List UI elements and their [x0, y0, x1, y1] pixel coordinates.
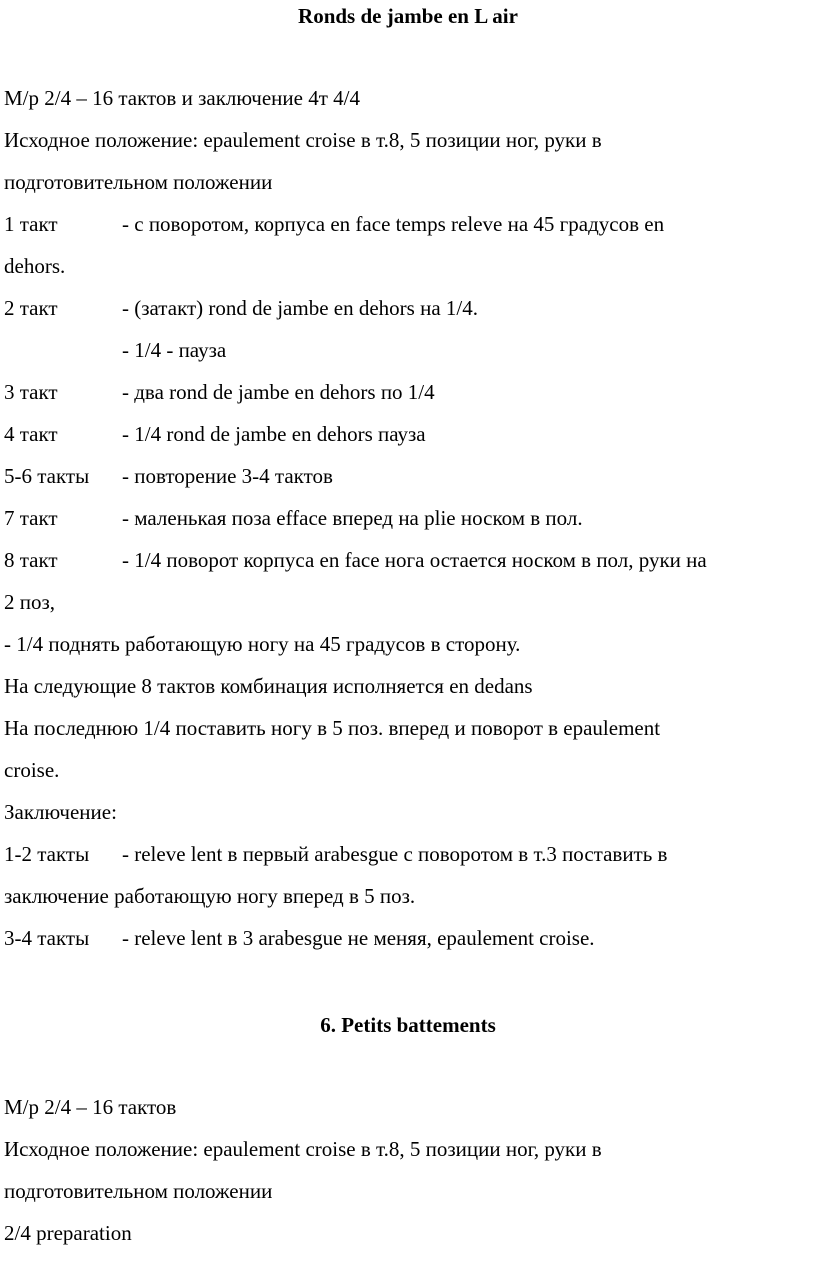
conclusion-1-2-row: [4, 841, 667, 867]
section-heading: 6. Petits battements: [320, 1013, 496, 1037]
bar-2-row: [4, 295, 478, 321]
bar-1-cont: dehors.: [4, 254, 66, 278]
bar-text: - маленькая поза effaсe вперед на plie носком в пол.: [122, 506, 583, 530]
bar-8-cont: 2 поз,: [4, 590, 56, 614]
start-position-line-2-cont: подготовительном положении: [4, 1179, 273, 1203]
bar-label: 2 такт: [4, 296, 58, 320]
conclusion-1-2-cont: заключение работающую ногу вперед в 5 поз.: [4, 884, 416, 908]
bar-3-row: [4, 379, 435, 405]
meter-line: М/р 2/4 – 16 тактов и заключение 4т 4/4: [4, 86, 360, 110]
bar-text: - с поворотом, корпуса en face temps releve на 45 градусов en: [122, 212, 665, 236]
start-position-line: Исходное положение: epaulement croise в т.8, 5 позиции ног, руки в: [4, 128, 602, 152]
meter-line-2: М/р 2/4 – 16 тактов: [4, 1095, 177, 1119]
bar-5-6-row: [4, 463, 333, 489]
bar-text: - releve lent в 3 arabesgue не меняя, epaulement croise.: [122, 926, 595, 950]
bar-7-row: [4, 505, 583, 531]
next-8-bars-line: На следующие 8 тактов комбинация исполняется en dedans: [4, 674, 533, 698]
preparation-line: 2/4 preparation: [4, 1221, 132, 1245]
bar-label: 3-4 такты: [4, 926, 90, 950]
bar-2-sub: - 1/4 - пауза: [122, 338, 227, 362]
bar-label: 1 такт: [4, 212, 58, 236]
bar-text: - (затакт) rond de jambe en dehors на 1/4.: [122, 296, 478, 320]
bar-1-row: [4, 211, 664, 237]
start-position-line-2: Исходное положение: epaulement croise в т.8, 5 позиции ног, руки в: [4, 1137, 602, 1161]
bar-label: 1-2 такты: [4, 842, 90, 866]
conclusion-3-4-row: [4, 925, 595, 951]
bar-text: - повторение 3-4 тактов: [122, 464, 333, 488]
bar-text: - 1/4 rond de jambe en dehors пауза: [122, 422, 426, 446]
bar-label: 4 такт: [4, 422, 58, 446]
bar-text: - releve lent в первый arabesgue с поворотом в т.3 поставить в: [122, 842, 668, 866]
bar-4-row: [4, 421, 426, 447]
bar-label: 5-6 такты: [4, 464, 90, 488]
bar-label: 8 такт: [4, 548, 58, 572]
last-quarter-line: На последнюю 1/4 поставить ногу в 5 поз. вперед и поворот в epaulement: [4, 716, 661, 740]
last-quarter-line-cont: croise.: [4, 758, 60, 782]
bar-text: - два rond de jambe en dehors по 1/4: [122, 380, 435, 404]
raise-leg-line: - 1/4 поднять работающую ногу на 45 градусов в сторону.: [4, 632, 521, 656]
page-title: Ronds de jambe en L air: [298, 4, 518, 28]
bar-8-row: [4, 547, 707, 573]
start-position-line-cont: подготовительном положении: [4, 170, 273, 194]
bar-label: 7 такт: [4, 506, 58, 530]
bar-text: - 1/4 поворот корпуса en face нога остается носком в пол, руки на: [122, 548, 707, 572]
conclusion-label: Заключение:: [4, 800, 117, 824]
bar-label: 3 такт: [4, 380, 58, 404]
